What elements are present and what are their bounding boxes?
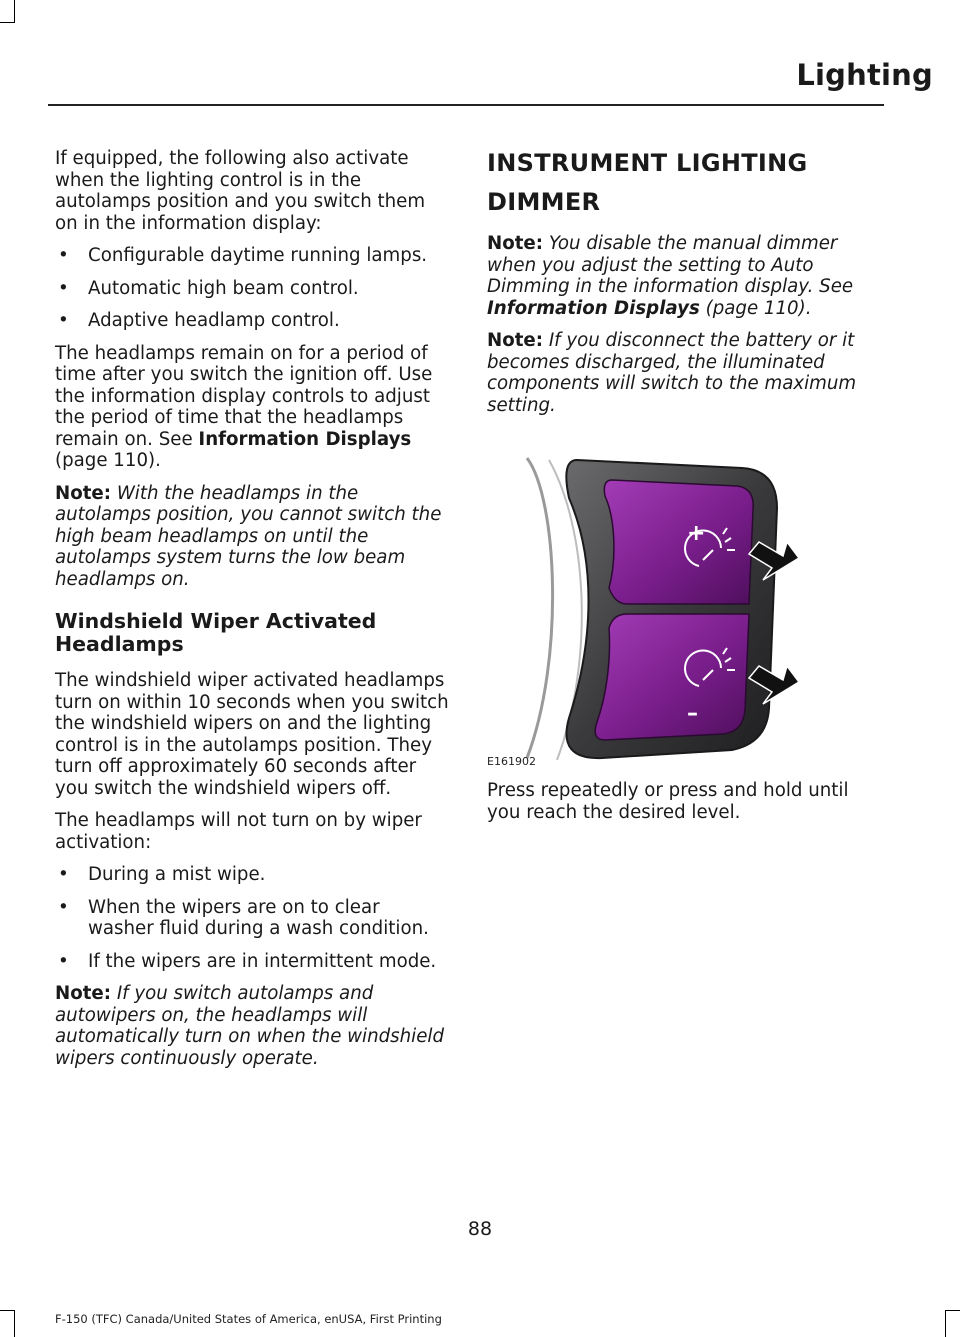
wiper-exception-list (55, 864, 450, 972)
wiper-headlamps-heading: Windshield Wiper Activated Headlamps (55, 609, 377, 656)
crop-mark-bottom-left-v (14, 1310, 15, 1337)
note-autowipers: Note: If you switch autolamps and autowipers on, the headlamps will automatically turn on when the windshield wipers continuously operate. (55, 983, 445, 1069)
list-item: • During a mist wipe. (58, 864, 266, 885)
feature-list (55, 245, 450, 332)
intro-paragraph: If equipped, the following also activate when the lighting control is in the autolamps position and you switch them on in the information display: (55, 148, 426, 234)
right-column (487, 148, 882, 834)
remain-paragraph: The headlamps remain on for a period of time after you switch the ignition off. Use the information display controls to adjust the period of time that the headlamps remain on. See Information Displays (page 110). (55, 342, 433, 471)
list-item: • Adaptive headlamp control. (58, 310, 340, 331)
page-title: Lighting (796, 58, 933, 92)
list-item: • Configurable daytime running lamps. (58, 245, 428, 266)
not-on-paragraph: The headlamps will not turn on by wiper activation: (55, 810, 422, 853)
list-item: • If the wipers are in intermittent mode. (58, 950, 437, 972)
minus-label: – (687, 701, 698, 726)
information-displays-link[interactable]: Information Displays (198, 428, 412, 450)
list-item: • When the wipers are on to clear washer fluid during a wash condition. (58, 896, 429, 939)
left-column (55, 148, 450, 1080)
wiper-paragraph: The windshield wiper activated headlamps turn on within 10 seconds when you switch the windshield wipers on and the lighting control is in the autolamps position. They turn off approximately 60 seconds after you switch the windshield wipers off. (55, 670, 449, 799)
crop-mark-top-left-v (14, 0, 15, 22)
crop-mark-top-left-h (0, 22, 15, 23)
dimmer-switch-illustration (487, 438, 827, 768)
note-auto-dimming: Note: You disable the manual dimmer when you adjust the setting to Auto Dimming in the information display. See Information Displays (page 110). (487, 233, 854, 319)
dimmer-switch-figure (487, 438, 827, 768)
dimmer-increase-button[interactable] (604, 480, 753, 604)
header-divider (48, 104, 884, 106)
list-item: • Automatic high beam control. (58, 277, 359, 299)
section-heading: INSTRUMENT LIGHTING DIMMER (487, 149, 808, 216)
page-number: 88 (467, 1218, 493, 1240)
note-battery: Note: If you disconnect the battery or it becomes discharged, the illuminated components will switch to the maximum setting. (487, 330, 857, 416)
note-autolamps: Note: With the headlamps in the autolamps position, you cannot switch the high beam headlamps on until the autolamps system turns the low beam headlamps on. (55, 482, 442, 590)
press-paragraph: Press repeatedly or press and hold until you reach the desired level. (487, 780, 849, 823)
dimmer-decrease-button[interactable] (595, 614, 749, 740)
crop-mark-bottom-right-h (945, 1310, 960, 1311)
dash-edge (527, 458, 553, 758)
crop-mark-bottom-right-v (945, 1310, 946, 1337)
crop-mark-bottom-left-h (0, 1310, 15, 1311)
information-displays-link[interactable]: Information Displays (487, 297, 700, 319)
plus-label: + (687, 521, 706, 546)
figure-code: E161902 (487, 755, 536, 768)
footer-text: F-150 (TFC) Canada/United States of America, enUSA, First Printing (55, 1312, 442, 1326)
